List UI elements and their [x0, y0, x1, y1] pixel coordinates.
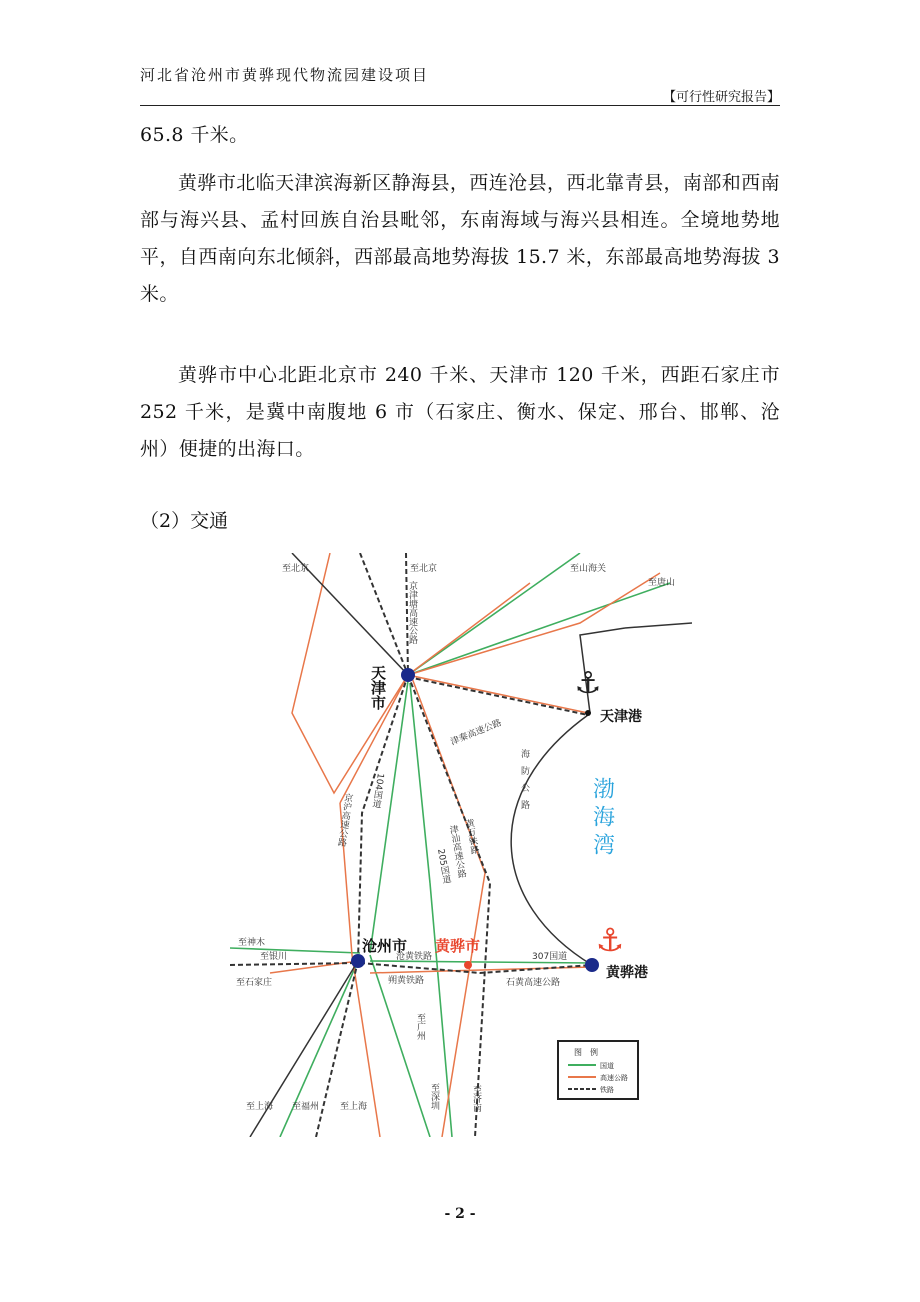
label-nh307: 307国道 — [532, 952, 568, 962]
label-tianjin-port: 天津港 — [600, 709, 642, 725]
page-number: - 2 - — [444, 1206, 476, 1222]
paragraph-location: 黄骅市北临天津滨海新区静海县，西连沧县，西北靠青县，南部和西南部与海兴县、孟村回族自治县毗邻，东南海域与海兴县相连。全境地势地平，自西南向东北倾斜，西部最高地势海拔 15.7 米，东部最高地势海拔 3 米。 — [140, 172, 780, 305]
anchor-icon: ⚓ — [574, 666, 602, 701]
label-to-shenzhen: 至深圳 — [429, 1083, 439, 1110]
label-to-shanghai-2: 至上海 — [340, 1102, 368, 1112]
label-huangwan-railway: 黄万铁路 — [463, 818, 480, 856]
tianjin-port-node — [585, 710, 591, 716]
label-to-guangzhou: 至广州 — [415, 1013, 425, 1040]
label-nh205: 205国道 — [435, 848, 452, 885]
label-to-fuzhou: 至福州 — [292, 1102, 320, 1112]
label-jintang-expressway: 津秦高速公路 — [449, 718, 504, 748]
header-project-title: 河北省沧州市黄骅现代物流园建设项目 — [140, 66, 430, 84]
label-jinsong-expressway: 津汕高速公路 — [447, 824, 467, 880]
label-to-jinan: 至济南 — [471, 1085, 481, 1112]
traffic-map — [230, 553, 692, 1137]
label-to-beijing-2: 至北京 — [410, 564, 438, 574]
legend-title: 图 例 — [574, 1048, 598, 1057]
label-huanghua-port: 黄骅港 — [606, 965, 648, 981]
huanghua-node — [464, 961, 472, 969]
label-bohai-bay: 渤海湾 — [589, 777, 615, 861]
label-jinghu-expressway: 京沪高速公路 — [335, 792, 353, 848]
label-to-shanghai-1: 至上海 — [246, 1102, 274, 1112]
huanghua-port-node — [585, 958, 599, 972]
tianjin-node — [401, 668, 415, 682]
label-to-shenmu: 至神木 — [238, 938, 266, 948]
label-to-yinchuan: 至银川 — [260, 952, 288, 962]
label-to-shijiazhuang: 至石家庄 — [236, 978, 273, 988]
section-heading-traffic: （2）交通 — [140, 510, 229, 532]
label-tianjin: 天津市 — [369, 665, 387, 710]
label-shuohuang-railway: 朔黄铁路 — [388, 976, 425, 986]
label-huanghua: 黄骅市 — [435, 937, 481, 955]
label-to-tangshan: 至唐山 — [648, 578, 676, 588]
label-canghuang-railway: 沧黄铁路 — [396, 952, 433, 962]
anchor-icon: ⚓ — [595, 921, 625, 959]
label-nh104: 104国道 — [370, 772, 385, 809]
legend-railway: 铁路 — [600, 1086, 614, 1094]
label-to-shanhaiguan: 至山海关 — [570, 564, 607, 574]
paragraph-distance-tail: 65.8 千米。 — [140, 124, 249, 146]
paragraph-distances: 黄骅市中心北距北京市 240 千米、天津市 120 千米，西距石家庄市 252 千米，是冀中南腹地 6 市（石家庄、衡水、保定、邢台、邯郸、沧州）便捷的出海口。 — [140, 364, 780, 460]
legend-expressway: 高速公路 — [600, 1074, 628, 1082]
header-rule — [140, 105, 780, 106]
legend-national-road: 国道 — [600, 1062, 614, 1070]
header-report-type: 【可行性研究报告】 — [662, 90, 780, 105]
label-to-beijing-1: 至北京 — [282, 564, 310, 574]
label-shihuang-expressway: 石黄高速公路 — [506, 978, 561, 988]
map-legend — [558, 1041, 638, 1099]
label-cangzhou: 沧州市 — [362, 937, 408, 955]
label-jingjin-expressway: 京津塘高速公路 — [407, 581, 417, 644]
cangzhou-node — [351, 954, 365, 968]
label-coastal-road: 海防公路 — [519, 749, 529, 817]
